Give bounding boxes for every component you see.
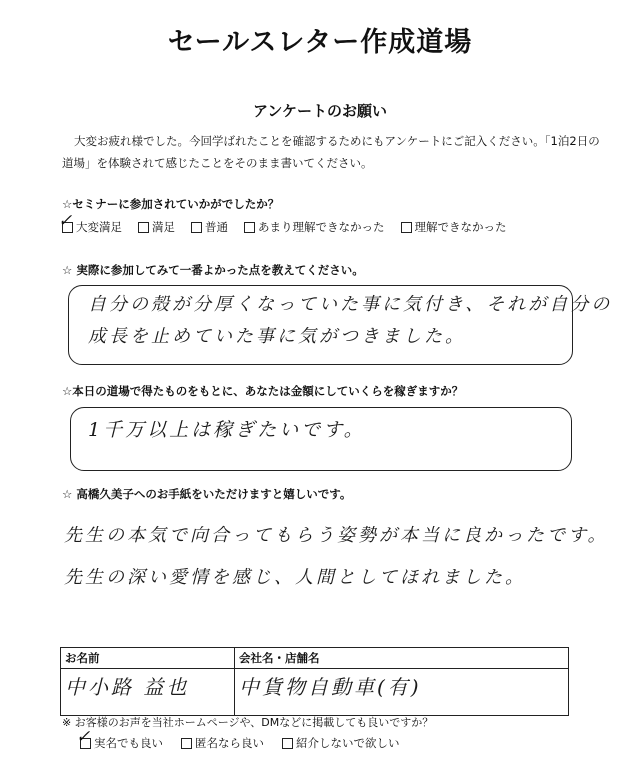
- name-field[interactable]: [61, 669, 235, 716]
- checkbox-icon[interactable]: [401, 222, 412, 233]
- option-satisfied[interactable]: [138, 219, 175, 235]
- option-label: 紹介しないで欲しい: [296, 736, 400, 750]
- survey-subtitle: アンケートのお願い: [252, 102, 388, 120]
- option-label: 匿名なら良い: [195, 736, 264, 750]
- satisfaction-options: [62, 219, 507, 235]
- option-label: 理解できなかった: [414, 220, 507, 234]
- option-label: 満足: [152, 220, 175, 234]
- checkmark-icon: ✓: [76, 727, 91, 747]
- consent-options: [80, 735, 400, 751]
- question-earnings: ☆本日の道場で得たものをもとに、あなたは金額にしていくらを稼ぎますか？: [62, 384, 464, 398]
- checkbox-icon[interactable]: [181, 738, 192, 749]
- contact-table: [60, 647, 569, 716]
- handwritten-answer: 成長を止めていた事に気がつきました。: [88, 326, 466, 347]
- option-not-much[interactable]: [244, 219, 385, 235]
- question-letter: ☆ 高橋久美子へのお手紙をいただけますと嬉しいです。: [62, 487, 352, 501]
- handwritten-letter: 先生の本気で向合ってもらう姿勢が本当に良かったです。: [64, 525, 609, 546]
- option-label: 実名でも良い: [94, 736, 163, 750]
- option-anonymous[interactable]: [181, 735, 264, 751]
- question-best-point: ☆ 実際に参加してみて一番よかった点を教えてください。: [62, 263, 364, 277]
- handwritten-letter: 先生の深い愛情を感じ、人間としてほれました。: [64, 567, 526, 588]
- intro-text: 大変お疲れ様でした。今回学ばれたことを確認するためにもアンケートにご記入ください。「1泊2日の道場」を体験されて感じたことをそのまま書いてください。: [62, 134, 600, 170]
- name-label: お名前: [61, 648, 235, 669]
- checkbox-icon[interactable]: [191, 222, 202, 233]
- question-satisfaction: ☆セミナーに参加されていかがでしたか？: [62, 197, 280, 211]
- option-normal[interactable]: [191, 219, 228, 235]
- checkbox-icon[interactable]: [282, 738, 293, 749]
- consent-note: ※ お客様のお声を当社ホームページや、DMなどに掲載しても良いですか？: [62, 716, 434, 729]
- checkbox-icon[interactable]: [138, 222, 149, 233]
- company-value: 中貨物自動車(有): [239, 675, 422, 699]
- company-label: 会社名・店舗名: [235, 648, 569, 669]
- option-not-understood[interactable]: [401, 219, 507, 235]
- option-label: 普通: [205, 220, 228, 234]
- option-label: 大変満足: [76, 220, 122, 234]
- checkmark-icon: ✓: [58, 211, 73, 231]
- option-real-name[interactable]: [80, 735, 163, 751]
- option-label: あまり理解できなかった: [258, 220, 385, 234]
- page-title: セールスレター作成道場: [167, 27, 473, 58]
- option-do-not-introduce[interactable]: [282, 735, 400, 751]
- checkbox-icon[interactable]: [244, 222, 255, 233]
- handwritten-answer: 1千万以上は稼ぎたいです。: [88, 419, 366, 441]
- name-value: 中小路 益也: [65, 675, 190, 699]
- company-field[interactable]: [235, 669, 569, 716]
- handwritten-answer: 自分の殻が分厚くなっていた事に気付き、それが自分の: [88, 294, 613, 315]
